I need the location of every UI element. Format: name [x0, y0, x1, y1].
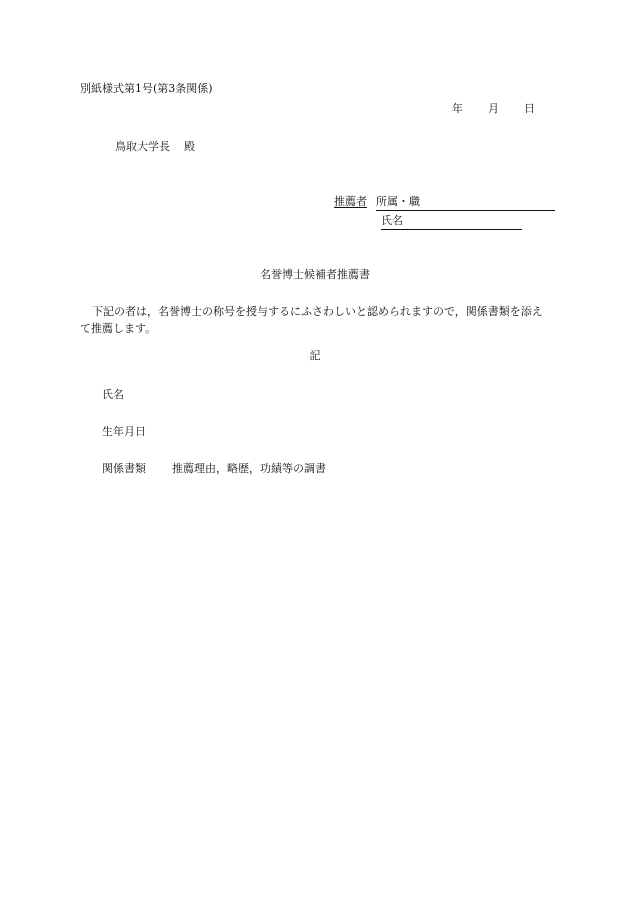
item-documents-label: 関係書類	[102, 462, 146, 475]
recommender-affiliation-row	[334, 193, 555, 211]
date-month-label: 月	[488, 102, 499, 115]
document-title-text: 名誉博士候補者推薦書	[260, 268, 370, 281]
document-title	[0, 266, 630, 282]
date-year-label: 年	[452, 102, 463, 115]
addressee	[115, 138, 195, 154]
recommender-role-label: 推薦者	[334, 195, 367, 208]
item-documents-value: 推薦理由，略歴，功績等の調書	[172, 462, 326, 475]
affiliation-field: 所属・職	[376, 193, 555, 211]
ki-heading: 記	[309, 349, 321, 362]
recommender-name-field: 氏名	[381, 212, 522, 230]
addressee-name: 鳥取大学長	[115, 140, 170, 153]
item-name-label: 氏名	[102, 388, 124, 401]
item-birth-date-label: 生年月日	[102, 425, 146, 438]
date-day-label: 日	[524, 102, 535, 115]
addressee-honorific: 殿	[184, 140, 195, 153]
form-number: 別紙様式第1号(第3条関係)	[80, 82, 213, 95]
recommender-name-row	[381, 212, 522, 230]
date-line	[452, 100, 535, 116]
body-paragraph: 下記の者は，名誉博士の称号を授与するにふさわしいと認められますので，関係書類を添えて推薦します。	[80, 305, 543, 335]
